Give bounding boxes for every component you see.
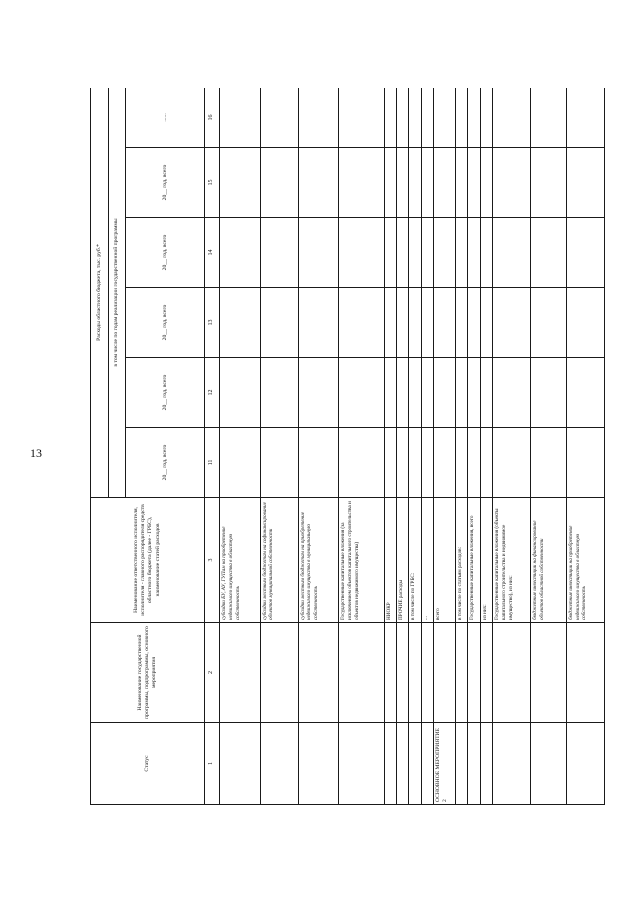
program-cell: [493, 623, 531, 723]
expense-item-cell: субсидии БУ, АУ, ГУПам на приобретение недвижимого имущества в областную собственность: [220, 498, 261, 623]
table-row: [433, 88, 455, 805]
program-cell: [298, 623, 339, 723]
table-row: [260, 88, 298, 805]
budget-table: [90, 88, 605, 805]
value-cell: [433, 218, 455, 288]
status-cell: [339, 723, 385, 805]
program-cell: [339, 623, 385, 723]
status-cell: [456, 723, 468, 805]
value-cell: [384, 88, 396, 148]
status-cell: [260, 723, 298, 805]
expense-item-cell: Государственные капитальные вложения (объекты капитального строительства и недвижимое имущество), из них:: [493, 498, 531, 623]
program-cell: [421, 623, 433, 723]
value-cell: [481, 148, 493, 218]
column-number: 3: [204, 498, 219, 623]
expense-item-cell: ПРОЧИЕ расходы: [396, 498, 408, 623]
value-cell: [433, 288, 455, 358]
value-cell: [433, 428, 455, 498]
value-cell: [260, 218, 298, 288]
value-cell: [298, 88, 339, 148]
value-cell: [220, 148, 261, 218]
header-year: 20__ год, всего: [126, 358, 204, 428]
page-number: 13: [30, 446, 42, 460]
value-cell: [220, 288, 261, 358]
value-cell: [396, 218, 408, 288]
table-row: [566, 88, 604, 805]
value-cell: [456, 218, 468, 288]
value-cell: [384, 358, 396, 428]
program-cell: [220, 623, 261, 723]
value-cell: [456, 148, 468, 218]
value-cell: [531, 428, 566, 498]
column-number: 11: [204, 428, 219, 498]
value-cell: [298, 358, 339, 428]
column-number: 1: [204, 723, 219, 805]
value-cell: [481, 288, 493, 358]
value-cell: [456, 358, 468, 428]
value-cell: [468, 428, 481, 498]
value-cell: [384, 288, 396, 358]
value-cell: [493, 428, 531, 498]
value-cell: [493, 88, 531, 148]
value-cell: [260, 288, 298, 358]
value-cell: [468, 288, 481, 358]
value-cell: [339, 358, 385, 428]
value-cell: [298, 148, 339, 218]
expense-item-cell: ...: [421, 498, 433, 623]
table-row: [481, 88, 493, 805]
value-cell: [396, 358, 408, 428]
value-cell: [384, 428, 396, 498]
table-body: [91, 88, 605, 805]
value-cell: [396, 88, 408, 148]
value-cell: [456, 88, 468, 148]
value-cell: [481, 218, 493, 288]
header-status: Статус: [91, 723, 205, 805]
program-cell: [531, 623, 566, 723]
value-cell: [531, 218, 566, 288]
column-number: 16: [204, 88, 219, 148]
value-cell: [339, 288, 385, 358]
value-cell: [531, 88, 566, 148]
value-cell: [493, 358, 531, 428]
value-cell: [421, 428, 433, 498]
expense-item-cell: НИОКР: [384, 498, 396, 623]
program-cell: [260, 623, 298, 723]
value-cell: [339, 218, 385, 288]
value-cell: [409, 288, 421, 358]
column-number: 15: [204, 148, 219, 218]
table-row: [456, 88, 468, 805]
value-cell: [468, 88, 481, 148]
program-cell: [396, 623, 408, 723]
header-program: Наименование государственной программы, подпрограммы, основного мероприятия: [91, 623, 205, 723]
status-cell: [468, 723, 481, 805]
table-row: [220, 88, 261, 805]
header-year: 20__ год, всего: [126, 148, 204, 218]
program-cell: [384, 623, 396, 723]
value-cell: [384, 148, 396, 218]
expense-item-cell: Государственные капитальные вложения, всего: [468, 498, 481, 623]
value-cell: [456, 428, 468, 498]
expense-item-cell: субсидии местным бюджетам на приобретение недвижимого имущества в муниципальную собственность: [298, 498, 339, 623]
program-cell: [409, 623, 421, 723]
value-cell: [260, 148, 298, 218]
program-cell: [468, 623, 481, 723]
status-cell: [493, 723, 531, 805]
table-row: [531, 88, 566, 805]
status-cell: [481, 723, 493, 805]
value-cell: [409, 428, 421, 498]
value-cell: [531, 358, 566, 428]
status-cell: [220, 723, 261, 805]
status-cell: [409, 723, 421, 805]
value-cell: [566, 218, 604, 288]
value-cell: [298, 218, 339, 288]
status-cell: [531, 723, 566, 805]
value-cell: [396, 148, 408, 218]
value-cell: [220, 428, 261, 498]
header-executor: Наименование ответственного исполнителя, исполнителя - главного распорядителя средств областного бюджета (далее - ГРБС), наименование статей расходов: [91, 498, 205, 623]
value-cell: [468, 358, 481, 428]
value-cell: [531, 288, 566, 358]
column-number: 13: [204, 288, 219, 358]
value-cell: [298, 428, 339, 498]
program-cell: [566, 623, 604, 723]
table-row: [421, 88, 433, 805]
value-cell: [468, 148, 481, 218]
status-cell: [421, 723, 433, 805]
table-row: [396, 88, 408, 805]
header-year: 20__ год, всего: [126, 428, 204, 498]
value-cell: [433, 148, 455, 218]
value-cell: [409, 358, 421, 428]
column-number: 2: [204, 623, 219, 723]
header-year: 20__ год, всего: [126, 218, 204, 288]
table-row: [384, 88, 396, 805]
value-cell: [339, 428, 385, 498]
value-cell: [339, 88, 385, 148]
expense-item-cell: бюджетные инвестиции на приобретение недвижимого имущества в областную собственность: [566, 498, 604, 623]
value-cell: [220, 218, 261, 288]
status-cell: [566, 723, 604, 805]
table-row: [298, 88, 339, 805]
value-cell: [481, 428, 493, 498]
table-row: [409, 88, 421, 805]
value-cell: [260, 358, 298, 428]
expense-item-cell: субсидии местным бюджетам на софинансирование объектов муниципальной собственности: [260, 498, 298, 623]
status-cell: [384, 723, 396, 805]
expense-item-cell: Государственные капитальные вложения (за исключением объектов капитального строительства и объектов недвижимого имущества): [339, 498, 385, 623]
status-cell: ОСНОВНОЕ МЕРОПРИЯТИЕ 2: [433, 723, 455, 805]
value-cell: [409, 148, 421, 218]
value-cell: [531, 148, 566, 218]
value-cell: [493, 218, 531, 288]
value-cell: [396, 288, 408, 358]
value-cell: [566, 358, 604, 428]
value-cell: [220, 358, 261, 428]
value-cell: [409, 218, 421, 288]
value-cell: [566, 428, 604, 498]
value-cell: [384, 218, 396, 288]
table-row: [468, 88, 481, 805]
landscape-sheet: [90, 88, 605, 805]
value-cell: [493, 148, 531, 218]
value-cell: [566, 288, 604, 358]
value-cell: [481, 88, 493, 148]
table-row: [339, 88, 385, 805]
value-cell: [260, 88, 298, 148]
header-expenses-title: Расходы областного бюджета, тыс. руб.*: [91, 88, 109, 498]
value-cell: [481, 358, 493, 428]
header-year: 20__ год, всего: [126, 288, 204, 358]
column-number: 12: [204, 358, 219, 428]
value-cell: [566, 88, 604, 148]
value-cell: [468, 218, 481, 288]
rotated-table-frame: [90, 88, 605, 805]
status-cell: [396, 723, 408, 805]
value-cell: [409, 88, 421, 148]
column-number: 14: [204, 218, 219, 288]
value-cell: [298, 288, 339, 358]
value-cell: [493, 288, 531, 358]
expense-item-cell: всего: [433, 498, 455, 623]
value-cell: [421, 358, 433, 428]
value-cell: [421, 88, 433, 148]
value-cell: [421, 148, 433, 218]
value-cell: [566, 148, 604, 218]
status-cell: [298, 723, 339, 805]
value-cell: [396, 428, 408, 498]
value-cell: [456, 288, 468, 358]
value-cell: [220, 88, 261, 148]
program-cell: [481, 623, 493, 723]
expense-item-cell: бюджетные инвестиции на финансирование объектов областной собственности: [531, 498, 566, 623]
header-expenses-subtitle: в том числе по годам реализации государственной программы: [108, 88, 126, 498]
value-cell: [433, 358, 455, 428]
value-cell: [421, 218, 433, 288]
program-cell: [456, 623, 468, 723]
value-cell: [260, 428, 298, 498]
expense-item-cell: из них:: [481, 498, 493, 623]
value-cell: [433, 88, 455, 148]
program-cell: [433, 623, 455, 723]
header-year: ......: [126, 88, 204, 148]
value-cell: [421, 288, 433, 358]
expense-item-cell: в том числе по ГРБС:: [409, 498, 421, 623]
expense-item-cell: в том числе по статьям расходов:: [456, 498, 468, 623]
table-row: [493, 88, 531, 805]
value-cell: [339, 148, 385, 218]
